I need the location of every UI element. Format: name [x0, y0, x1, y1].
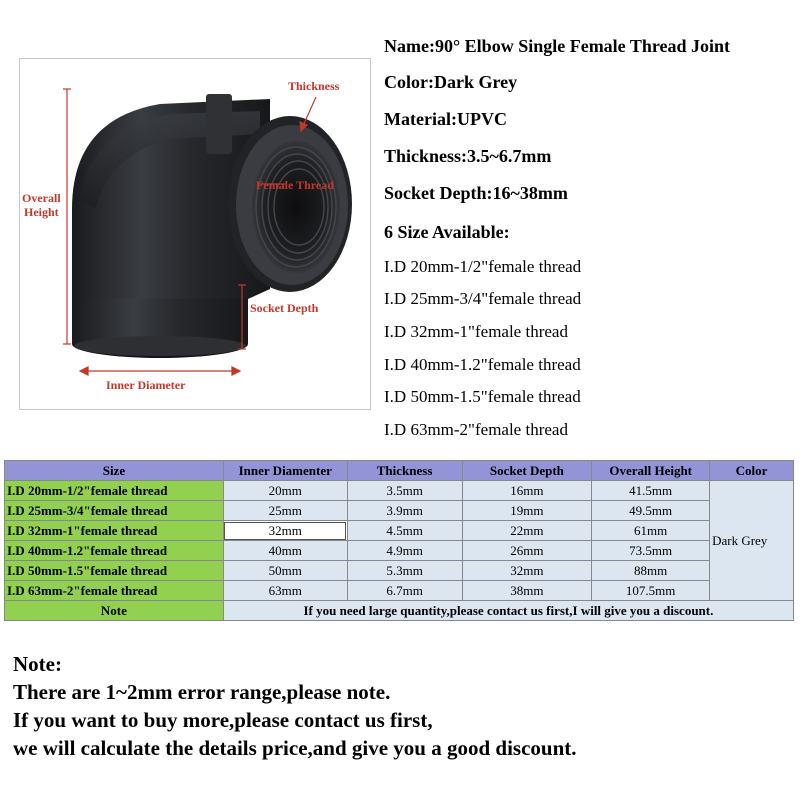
table-header-row: [5, 461, 794, 481]
header-thickness: Thickness: [347, 461, 462, 481]
cell-thickness: 3.9mm: [347, 501, 462, 521]
spec-color: Color:Dark Grey: [384, 72, 518, 92]
spec-size-item: I.D 20mm-1/2"female thread: [384, 257, 582, 276]
cell-socket: 32mm: [462, 561, 592, 581]
overall-height-label-line1: Overall: [22, 191, 61, 205]
bottom-note-title: Note:: [13, 652, 62, 676]
cell-thickness: 4.9mm: [347, 541, 462, 561]
cell-height: 73.5mm: [592, 541, 710, 561]
female-thread-label: Female Thread: [256, 178, 334, 192]
spec-size-item: I.D 40mm-1.2"female thread: [384, 355, 581, 374]
cell-size: I.D 40mm-1.2"female thread: [5, 541, 224, 561]
header-size: Size: [5, 461, 224, 481]
cell-size: I.D 25mm-3/4"female thread: [5, 501, 224, 521]
cell-color: Dark Grey: [710, 481, 794, 601]
cell-socket: 26mm: [462, 541, 592, 561]
thickness-label: Thickness: [288, 79, 340, 93]
table-row: [5, 481, 794, 501]
table-row: [5, 541, 794, 561]
spec-size-item: I.D 25mm-3/4"female thread: [384, 289, 582, 308]
cell-socket: 19mm: [462, 501, 592, 521]
cell-socket: 38mm: [462, 581, 592, 601]
spec-material: Material:UPVC: [384, 109, 507, 129]
size-table: [4, 460, 794, 621]
cell-inner: 25mm: [223, 501, 347, 521]
cell-socket: 22mm: [462, 521, 592, 541]
header-overall-height: Overall Height: [592, 461, 710, 481]
table-row: [5, 501, 794, 521]
cell-thickness: 5.3mm: [347, 561, 462, 581]
inner-diameter-label: Inner Diameter: [106, 378, 186, 392]
spec-size-item: I.D 50mm-1.5"female thread: [384, 387, 581, 406]
cell-height: 107.5mm: [592, 581, 710, 601]
spec-size-item: I.D 32mm-1"female thread: [384, 322, 568, 341]
cell-size: I.D 63mm-2"female thread: [5, 581, 224, 601]
header-color: Color: [710, 461, 794, 481]
cell-thickness: 6.7mm: [347, 581, 462, 601]
cell-inner: 20mm: [223, 481, 347, 501]
bottom-note-line: we will calculate the details price,and give you a good discount.: [13, 736, 577, 760]
socket-depth-label: Socket Depth: [250, 301, 319, 315]
cell-height: 88mm: [592, 561, 710, 581]
header-socket-depth: Socket Depth: [462, 461, 592, 481]
note-message-cell: If you need large quantity,please contact us first,I will give you a discount.: [223, 601, 793, 621]
bottom-note-line: If you want to buy more,please contact us first,: [13, 708, 433, 732]
cell-height: 49.5mm: [592, 501, 710, 521]
table-row: [5, 521, 794, 541]
cell-size: I.D 50mm-1.5"female thread: [5, 561, 224, 581]
cell-inner: 63mm: [223, 581, 347, 601]
cell-inner-selected[interactable]: 32mm: [223, 521, 347, 541]
table-note-row: [5, 601, 794, 621]
overall-height-label-line2: Height: [24, 205, 59, 219]
spec-size-item: I.D 63mm-2"female thread: [384, 420, 568, 439]
elbow-fitting-illustration: [20, 59, 370, 409]
cell-thickness: 4.5mm: [347, 521, 462, 541]
spec-socket-depth: Socket Depth:16~38mm: [384, 183, 568, 203]
spec-sizes-heading: 6 Size Available:: [384, 222, 510, 242]
spec-name: Name:90° Elbow Single Female Thread Joint: [384, 36, 731, 56]
cell-height: 61mm: [592, 521, 710, 541]
bottom-note-line: There are 1~2mm error range,please note.: [13, 680, 391, 704]
cell-height: 41.5mm: [592, 481, 710, 501]
cell-size: I.D 32mm-1"female thread: [5, 521, 224, 541]
embossed-marking: [206, 94, 232, 154]
spec-thickness: Thickness:3.5~6.7mm: [384, 146, 552, 166]
cell-inner: 50mm: [223, 561, 347, 581]
cell-thickness: 3.5mm: [347, 481, 462, 501]
cell-size: I.D 20mm-1/2"female thread: [5, 481, 224, 501]
header-inner-diameter: Inner Diamenter: [223, 461, 347, 481]
table-row: [5, 581, 794, 601]
note-label-cell: Note: [5, 601, 224, 621]
cell-socket: 16mm: [462, 481, 592, 501]
product-photo: [19, 58, 371, 410]
table-row: [5, 561, 794, 581]
bottom-socket-edge: [74, 336, 246, 356]
cell-inner: 40mm: [223, 541, 347, 561]
